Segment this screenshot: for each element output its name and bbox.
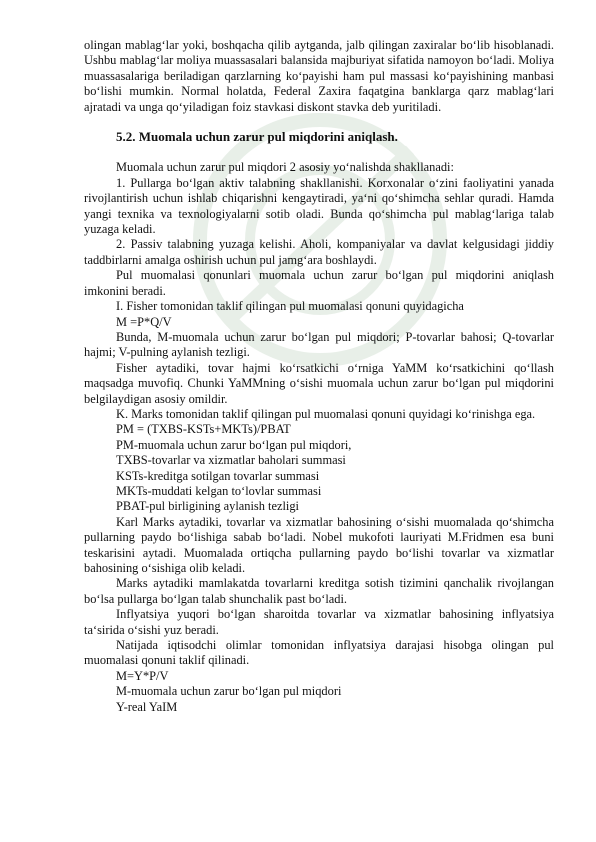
definition-line: M-muomala uchun zarur bo‘lgan pul miqdori (116, 684, 342, 699)
body-paragraph: Pul muomalasi qonunlari muomala uchun zarur bo‘lgan pul miqdorini aniqlash imkonini beradi. (84, 268, 554, 298)
formula: M=Y*P/V (116, 668, 169, 683)
intro-paragraph: olingan mablag‘lar yoki, boshqacha qilib aytganda, jalb qilingan zaxiralar bo‘lib hisoblanadi. Ushbu mablag‘lar moliya muassasalari balansida majburiyat sifatida namoyon bo‘ladi. Moliya muassasalariga beriladigan qarzlarning ko‘payishi ham pul massasi ko‘payishining manbasi bo‘lishi mumkin. Normal holatda, Federal Zaxira faqatgina banklarga qarz mablag‘lari ajratadi va unga qo‘yiladigan foiz stavkasi diskont stavka deb yuritiladi. (84, 38, 554, 114)
definition-line: TXBS-tovarlar va xizmatlar baholari summasi (116, 453, 346, 468)
document-page (84, 38, 554, 715)
formula: M =P*Q/V (116, 314, 172, 329)
body-paragraph: Fisher aytadiki, tovar hajmi ko‘rsatkichi o‘rniga YaMM ko‘rsatkichini qo‘llash maqsadga muvofiq. Chunki YaMMning o‘sishi muomala uchun zarur bo‘lgan pul miqdorini belgilaydigan asosiy omildir. (84, 360, 554, 406)
definition-line: MKTs-muddati kelgan to‘lovlar summasi (116, 483, 322, 498)
body-paragraph: Natijada iqtisodchi olimlar tomonidan inflyatsiya darajasi hisobga olingan pul muomalasi qonuni taklif qilinadi. (84, 638, 554, 668)
body-paragraph: Inflyatsiya yuqori bo‘lgan sharoitda tovarlar va xizmatlar bahosining inflyatsiya ta‘sirida o‘sishi yuz beradi. (84, 607, 554, 637)
body-paragraph: Muomala uchun zarur pul miqdori 2 asosiy yo‘nalishda shakllanadi: (116, 160, 454, 175)
definition-line: Y-real YaIM (116, 699, 178, 714)
body-paragraph: 2. Passiv talabning yuzaga kelishi. Aholi, kompaniyalar va davlat kelgusidagi jiddiy taddbirlarni amalga oshirish uchun pul jamg‘ara boshlaydi. (84, 237, 554, 267)
body-paragraph: Bunda, M-muomala uchun zarur bo‘lgan pul miqdori; P-tovarlar bahosi; Q-tovarlar hajmi; V-pulning aylanish tezligi. (84, 329, 554, 360)
formula: PM = (TXBS-KSTs+MKTs)/PBAT (116, 422, 291, 437)
body-paragraph: I. Fisher tomonidan taklif qilingan pul muomalasi qonuni quyidagicha (116, 299, 464, 314)
definition-line: PBAT-pul birligining aylanish tezligi (116, 499, 299, 514)
body-paragraph: K. Marks tomonidan taklif qilingan pul muomalasi qonuni quyidagi ko‘rinishga ega. (116, 406, 536, 421)
body-paragraph: Marks aytadiki mamlakatda tovarlarni kreditga sotish tizimini qanchalik rivojlangan bo‘lsa pullarga bo‘lgan talab shunchalik past bo‘ladi. (84, 576, 554, 606)
body-paragraph: 1. Pullarga bo‘lgan aktiv talabning shakllanishi. Korxonalar o‘zini faoliyatini yanada rivojlantirish uchun ishlab chiqarishni kengaytiradi, ya‘ni qo‘shimcha sehlar quradi. Hamda yangi texnika va texnologiyalarni sotib oladi. Bunda qo‘shimcha pul mablag‘lariga talab yuzaga keladi. (84, 175, 554, 237)
definition-line: PM-muomala uchun zarur bo‘lgan pul miqdori, (116, 437, 352, 452)
definition-line: KSTs-kreditga sotilgan tovarlar summasi (116, 468, 320, 483)
body-paragraph: Karl Marks aytadiki, tovarlar va xizmatlar bahosining o‘sishi muomalada qo‘shimcha pullarning paydo bo‘lishiga sabab bo‘ladi. Nobel mukofoti lauriyati M.Fridmen esa buni teskarisini aytadi. Muomalada ortiqcha pullarning paydo bo‘lishi tovarlar va xizmatlar bahosining o‘sishiga olib keladi. (84, 514, 554, 575)
section-heading: 5.2. Muomala uchun zarur pul miqdorini aniqlash. (116, 129, 398, 145)
